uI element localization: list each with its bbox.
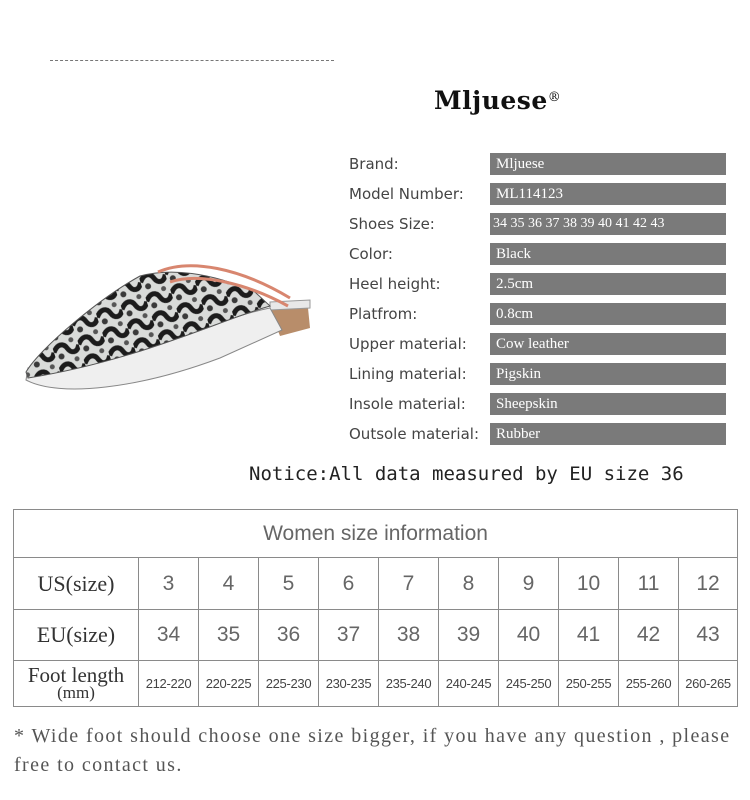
spec-label: Platfrom: [349, 305, 418, 323]
table-row-foot-length [14, 661, 738, 707]
table-cell: 8 [439, 558, 499, 610]
spec-label: Shoes Size: [349, 215, 435, 233]
spec-value: 34 35 36 37 38 39 40 41 42 43 [490, 213, 726, 235]
table-cell: 40 [499, 610, 559, 661]
table-cell: 34 [139, 610, 199, 661]
table-cell: 212-220 [139, 661, 199, 707]
table-cell: 37 [319, 610, 379, 661]
table-cell: 10 [559, 558, 619, 610]
spec-row-upper [349, 333, 726, 357]
spec-row-outsole [349, 423, 726, 447]
spec-label: Heel height: [349, 275, 441, 293]
table-cell: 235-240 [379, 661, 439, 707]
table-cell: 6 [319, 558, 379, 610]
table-cell: 41 [559, 610, 619, 661]
table-cell: 35 [199, 610, 259, 661]
spec-row-lining [349, 363, 726, 387]
size-table [13, 509, 738, 707]
table-cell: 225-230 [259, 661, 319, 707]
spec-row-heel [349, 273, 726, 297]
table-cell: 11 [619, 558, 679, 610]
table-cell: 4 [199, 558, 259, 610]
table-cell: 43 [679, 610, 738, 661]
spec-value: Mljuese [490, 153, 726, 175]
spec-row-size [349, 213, 726, 237]
table-cell: 36 [259, 610, 319, 661]
row-label-foot-length [14, 661, 139, 707]
table-cell: 38 [379, 610, 439, 661]
spec-value: 0.8cm [490, 303, 726, 325]
spec-row-brand [349, 153, 726, 177]
spec-value: Sheepskin [490, 393, 726, 415]
spec-row-model [349, 183, 726, 207]
table-cell: 255-260 [619, 661, 679, 707]
table-cell: 260-265 [679, 661, 738, 707]
dashed-divider [50, 60, 334, 61]
foot-length-label: Foot length [27, 662, 125, 687]
table-cell: 39 [439, 610, 499, 661]
spec-value: Pigskin [490, 363, 726, 385]
table-cell: 230-235 [319, 661, 379, 707]
spec-label: Outsole material: [349, 425, 480, 443]
row-label-eu: EU(size) [14, 610, 139, 661]
table-cell: 42 [619, 610, 679, 661]
spec-label: Lining material: [349, 365, 467, 383]
spec-value: Cow leather [490, 333, 726, 355]
size-table-title: Women size information [14, 510, 738, 558]
table-cell: 12 [679, 558, 738, 610]
spec-row-platform [349, 303, 726, 327]
table-cell: 3 [139, 558, 199, 610]
spec-row-color [349, 243, 726, 267]
spec-value: ML114123 [490, 183, 726, 205]
table-cell: 250-255 [559, 661, 619, 707]
table-cell: 220-225 [199, 661, 259, 707]
brand-logo: Mljuese® [434, 86, 562, 115]
table-cell: 9 [499, 558, 559, 610]
shoe-image [20, 248, 320, 408]
spec-value: Black [490, 243, 726, 265]
spec-row-insole [349, 393, 726, 417]
spec-value: 2.5cm [490, 273, 726, 295]
row-label-us: US(size) [14, 558, 139, 610]
notice-text: Notice:All data measured by EU size 36 [249, 463, 684, 485]
spec-label: Insole material: [349, 395, 466, 413]
table-row-us [14, 558, 738, 610]
foot-length-unit: (mm) [57, 682, 95, 702]
spec-label: Upper material: [349, 335, 467, 353]
table-row-eu [14, 610, 738, 661]
spec-label: Color: [349, 245, 393, 263]
table-cell: 240-245 [439, 661, 499, 707]
spec-value: Rubber [490, 423, 726, 445]
spec-label: Model Number: [349, 185, 464, 203]
spec-label: Brand: [349, 155, 399, 173]
table-cell: 7 [379, 558, 439, 610]
footnote-text: * Wide foot should choose one size bigger, if you have any question , please free to contact us. [14, 725, 731, 776]
table-cell: 245-250 [499, 661, 559, 707]
table-cell: 5 [259, 558, 319, 610]
